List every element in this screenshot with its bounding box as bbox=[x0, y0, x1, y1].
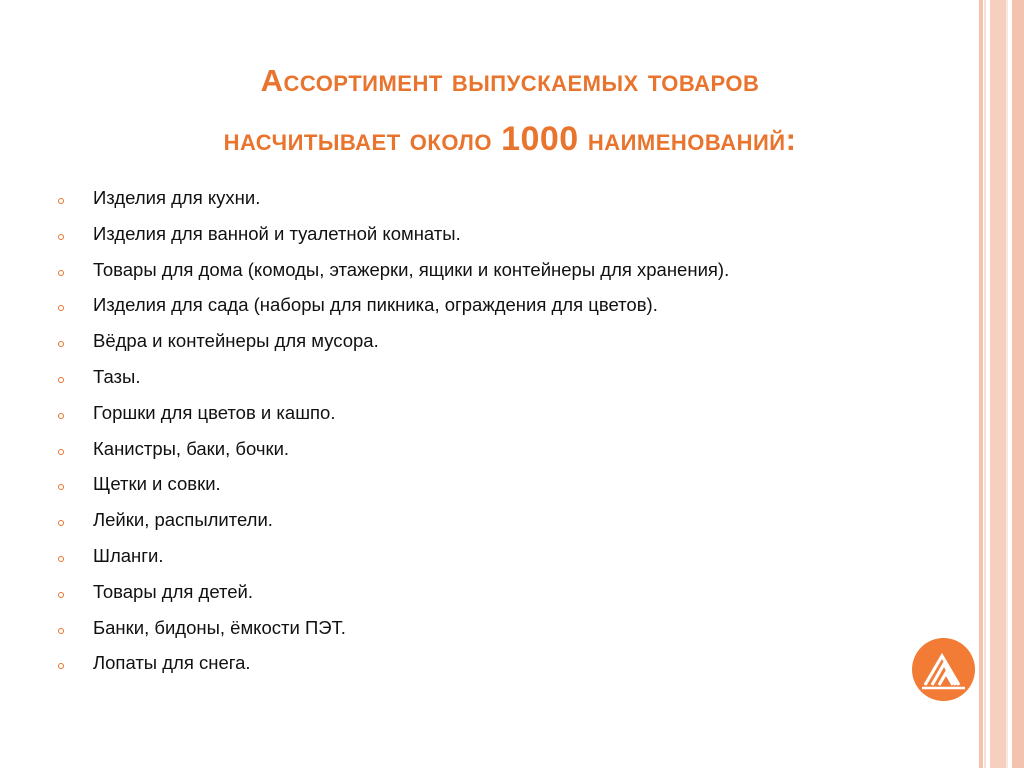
circle-bullet-icon bbox=[58, 270, 64, 276]
circle-bullet-icon bbox=[58, 628, 64, 634]
list-item-text: Изделия для кухни. bbox=[93, 187, 261, 208]
list-item-text: Изделия для ванной и туалетной комнаты. bbox=[93, 222, 461, 244]
list-item bbox=[58, 540, 938, 576]
list-item-text: Изделия для сада (наборы для пикника, ограждения для цветов). bbox=[93, 294, 658, 316]
company-logo-icon bbox=[912, 638, 975, 701]
decorative-stripe bbox=[1012, 0, 1024, 768]
list-item bbox=[58, 468, 938, 504]
circle-bullet-icon bbox=[58, 198, 64, 204]
circle-bullet-icon bbox=[58, 520, 64, 526]
list-item-text: Товары для детей. bbox=[93, 580, 254, 602]
list-item bbox=[58, 254, 938, 290]
decorative-stripe bbox=[990, 0, 1006, 768]
circle-bullet-icon bbox=[58, 377, 64, 383]
list-item bbox=[58, 218, 938, 254]
list-item bbox=[58, 361, 938, 397]
circle-bullet-icon bbox=[58, 663, 64, 669]
decorative-stripe bbox=[984, 0, 986, 768]
list-item-text: Лопаты для снега. bbox=[93, 652, 251, 674]
decorative-stripe bbox=[979, 0, 983, 768]
list-item bbox=[58, 647, 938, 683]
list-item-text: Щетки и совки. bbox=[93, 473, 221, 495]
circle-bullet-icon bbox=[58, 413, 64, 419]
list-item bbox=[58, 289, 938, 325]
list-item-text: Канистры, баки, бочки. bbox=[93, 437, 290, 459]
list-item bbox=[58, 397, 938, 433]
slide-title bbox=[120, 52, 900, 169]
list-item bbox=[58, 325, 938, 361]
title-line-2-start: насчитывает около bbox=[223, 122, 502, 157]
list-item bbox=[58, 576, 938, 612]
list-item bbox=[58, 612, 938, 648]
decorative-stripe bbox=[1006, 0, 1008, 768]
list-item-text: Товары для дома (комоды, этажерки, ящики и контейнеры для хранения). bbox=[93, 258, 730, 280]
logo-mark-icon bbox=[912, 638, 975, 701]
list-item-text: Вёдра и контейнеры для мусора. bbox=[93, 330, 379, 352]
title-line-1: Ассортимент выпускаемых товаров bbox=[260, 63, 760, 98]
circle-bullet-icon bbox=[58, 449, 64, 455]
list-item-text: Лейки, распылители. bbox=[93, 509, 273, 531]
title-number: 1000 bbox=[501, 120, 579, 158]
list-item-text: Банки, бидоны, ёмкости ПЭТ. bbox=[93, 616, 346, 638]
circle-bullet-icon bbox=[58, 556, 64, 562]
list-item bbox=[58, 433, 938, 469]
circle-bullet-icon bbox=[58, 592, 64, 598]
list-item-text: Тазы. bbox=[93, 365, 141, 387]
list-item bbox=[58, 182, 938, 218]
product-list bbox=[58, 182, 938, 683]
circle-bullet-icon bbox=[58, 484, 64, 490]
list-item-text: Шланги. bbox=[93, 544, 164, 566]
list-item-text: Горшки для цветов и кашпо. bbox=[93, 401, 336, 423]
list-item bbox=[58, 504, 938, 540]
title-line-2-end: наименований: bbox=[578, 122, 797, 157]
circle-bullet-icon bbox=[58, 305, 64, 311]
circle-bullet-icon bbox=[58, 341, 64, 347]
circle-bullet-icon bbox=[58, 234, 64, 240]
